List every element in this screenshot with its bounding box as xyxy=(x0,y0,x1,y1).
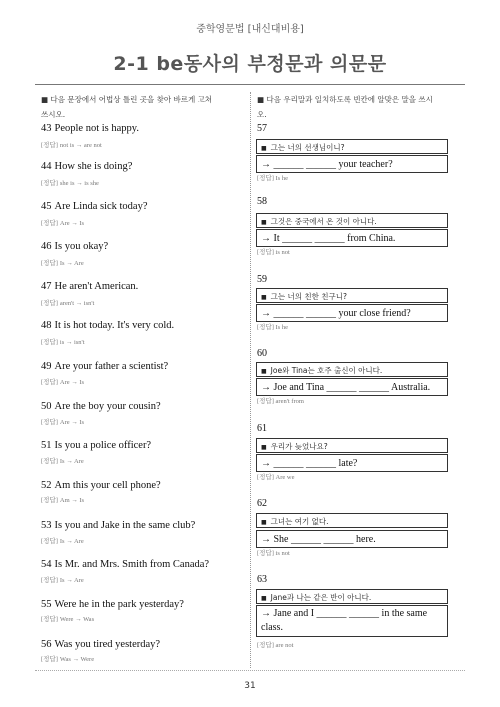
english-blank-63: → Jane and I ______ ______ in the same class. xyxy=(256,605,448,637)
answer-tag: [정답] xyxy=(41,577,58,584)
question-text: Are Linda sick today? xyxy=(54,201,148,212)
question-text: Is you and Jake in the same club? xyxy=(54,520,196,531)
right-instruction-line1: ■ 다음 우리말과 일치하도록 빈칸에 알맞은 말을 쓰시 xyxy=(257,95,433,104)
answer-text: Are → Is xyxy=(59,220,85,227)
question-text: Are the boy your cousin? xyxy=(54,401,161,412)
answer-text: Is → Are xyxy=(59,538,84,545)
answer-45 xyxy=(41,218,84,227)
question-48 xyxy=(41,320,174,331)
answer-text: Is → Are xyxy=(59,260,84,267)
question-number: 51 xyxy=(41,440,52,451)
question-number: 43 xyxy=(41,123,52,134)
answer-48 xyxy=(41,337,85,346)
question-text: It is hot today. It's very cold. xyxy=(54,320,175,331)
korean-text: 그는 너의 친한 친구니? xyxy=(270,292,348,301)
english-blank-60: → Joe and Tina ______ ______ Australia. xyxy=(256,378,448,396)
answer-58 xyxy=(257,247,290,256)
question-number: 48 xyxy=(41,320,52,331)
answer-tag: [정답] xyxy=(41,180,58,187)
answer-text: Are → Is xyxy=(59,419,85,426)
answer-text: is → isn't xyxy=(59,339,85,346)
answer-text: Is he xyxy=(275,175,288,182)
korean-text: Jane과 나는 같은 반이 아니다. xyxy=(270,593,372,602)
korean-prompt-58 xyxy=(256,213,448,228)
answer-tag: [정답] xyxy=(257,175,274,182)
title-divider xyxy=(35,84,465,85)
bullet-icon: ■ xyxy=(261,444,267,451)
answer-text: Am → Is xyxy=(59,497,85,504)
question-number: 56 xyxy=(41,639,52,650)
answer-tag: [정답] xyxy=(41,339,58,346)
answer-text: aren't from xyxy=(275,398,304,405)
english-blank-57: → ______ ______ your teacher? xyxy=(256,155,448,173)
answer-text: she is → is she xyxy=(59,180,99,187)
page-number: 31 xyxy=(244,681,256,691)
answer-tag: [정답] xyxy=(41,142,58,149)
answer-text: Are we xyxy=(275,474,295,481)
answer-63 xyxy=(257,640,293,649)
answer-47 xyxy=(41,298,94,307)
answer-text: not is → are not xyxy=(59,142,102,149)
answer-tag: [정답] xyxy=(257,324,274,331)
question-60-number: 60 xyxy=(257,348,267,359)
answer-tag: [정답] xyxy=(41,616,58,623)
question-51 xyxy=(41,440,151,451)
answer-tag: [정답] xyxy=(41,538,58,545)
answer-text: Is he xyxy=(275,324,288,331)
answer-text: Is → Are xyxy=(59,577,84,584)
question-text: Is you okay? xyxy=(54,241,109,252)
english-blank-59: → ______ ______ your close friend? xyxy=(256,304,448,322)
left-instruction-line1: ■ 다음 문장에서 어법상 틀린 곳을 찾아 바르게 고쳐 xyxy=(41,95,213,104)
question-number: 49 xyxy=(41,361,52,372)
question-45 xyxy=(41,201,148,212)
question-text: Was you tired yesterday? xyxy=(54,639,161,650)
column-divider xyxy=(250,92,251,668)
answer-52 xyxy=(41,495,84,504)
answer-46 xyxy=(41,258,84,267)
question-number: 44 xyxy=(41,161,52,172)
right-instruction-line2: 오. xyxy=(257,110,267,119)
korean-prompt-62 xyxy=(256,513,448,528)
answer-tag: [정답] xyxy=(41,458,58,465)
question-50 xyxy=(41,401,161,412)
answer-text: Are → Is xyxy=(59,379,85,386)
answer-tag: [정답] xyxy=(257,550,274,557)
question-number: 47 xyxy=(41,281,52,292)
question-text: How she is doing? xyxy=(54,161,133,172)
answer-tag: [정답] xyxy=(41,497,58,504)
question-number: 53 xyxy=(41,520,52,531)
answer-51 xyxy=(41,456,84,465)
answer-60 xyxy=(257,396,304,405)
answer-tag: [정답] xyxy=(257,398,274,405)
korean-text: Joe와 Tina는 호주 출신이 아니다. xyxy=(270,366,383,375)
answer-59 xyxy=(257,322,288,331)
question-63-number: 63 xyxy=(257,574,267,585)
answer-tag: [정답] xyxy=(41,260,58,267)
english-blank-62: → She ______ ______ here. xyxy=(256,530,448,548)
answer-56 xyxy=(41,654,94,663)
bullet-icon: ■ xyxy=(261,368,267,375)
korean-prompt-63 xyxy=(256,589,448,604)
question-number: 52 xyxy=(41,480,52,491)
question-57-number: 57 xyxy=(257,123,267,134)
english-blank-58: → It ______ ______ from China. xyxy=(256,229,448,247)
question-59-number: 59 xyxy=(257,274,267,285)
question-54 xyxy=(41,559,209,570)
answer-54 xyxy=(41,575,84,584)
question-text: Am this your cell phone? xyxy=(54,480,161,491)
question-text: Is you a police officer? xyxy=(54,440,152,451)
korean-text: 그녀는 여기 없다. xyxy=(270,517,329,526)
answer-44 xyxy=(41,178,99,187)
answer-tag: [정답] xyxy=(41,300,58,307)
question-52 xyxy=(41,480,161,491)
korean-prompt-61 xyxy=(256,438,448,453)
answer-text: aren't → isn't xyxy=(59,300,95,307)
question-49 xyxy=(41,361,168,372)
bullet-icon: ■ xyxy=(261,294,267,301)
answer-text: Were → Was xyxy=(59,616,95,623)
korean-prompt-57 xyxy=(256,139,448,154)
question-58-number: 58 xyxy=(257,196,267,207)
answer-text: Was → Were xyxy=(59,656,95,663)
bullet-icon: ■ xyxy=(261,595,267,602)
answer-text: is not xyxy=(275,550,290,557)
question-44 xyxy=(41,161,132,172)
question-46 xyxy=(41,241,108,252)
question-text: Are your father a scientist? xyxy=(54,361,169,372)
korean-text: 그는 너의 선생님이니? xyxy=(270,143,345,152)
question-text: Were he in the park yesterday? xyxy=(54,599,184,610)
answer-55 xyxy=(41,614,94,623)
answer-50 xyxy=(41,417,84,426)
bullet-icon: ■ xyxy=(261,519,267,526)
answer-tag: [정답] xyxy=(41,419,58,426)
answer-tag: [정답] xyxy=(41,379,58,386)
bullet-icon: ■ xyxy=(261,219,267,226)
footer-divider xyxy=(35,670,465,671)
korean-text: 우리가 늦었나요? xyxy=(270,442,328,451)
answer-text: Is → Are xyxy=(59,458,84,465)
question-text: People not is happy. xyxy=(54,123,139,134)
answer-text: are not xyxy=(275,642,294,649)
question-number: 55 xyxy=(41,599,52,610)
left-instruction-line2: 쓰시오. xyxy=(41,110,66,119)
answer-text: is not xyxy=(275,249,290,256)
question-55 xyxy=(41,599,184,610)
book-subtitle: 중학영문법 [내신대비용] xyxy=(196,24,304,35)
answer-62 xyxy=(257,548,290,557)
right-instruction xyxy=(257,92,457,122)
question-61-number: 61 xyxy=(257,423,267,434)
answer-tag: [정답] xyxy=(41,220,58,227)
answer-49 xyxy=(41,377,84,386)
answer-tag: [정답] xyxy=(41,656,58,663)
question-number: 45 xyxy=(41,201,52,212)
korean-prompt-59 xyxy=(256,288,448,303)
question-62-number: 62 xyxy=(257,498,267,509)
question-number: 50 xyxy=(41,401,52,412)
question-53 xyxy=(41,520,195,531)
answer-43 xyxy=(41,140,102,149)
answer-tag: [정답] xyxy=(257,474,274,481)
english-blank-61: → ______ ______ late? xyxy=(256,454,448,472)
question-47 xyxy=(41,281,138,292)
question-56 xyxy=(41,639,160,650)
answer-57 xyxy=(257,173,288,182)
answer-tag: [정답] xyxy=(257,249,274,256)
question-text: He aren't American. xyxy=(54,281,139,292)
answer-tag: [정답] xyxy=(257,642,274,649)
korean-prompt-60 xyxy=(256,362,448,377)
page-title: 2-1 be동사의 부정문과 의문문 xyxy=(113,53,387,75)
question-text: Is Mr. and Mrs. Smith from Canada? xyxy=(54,559,210,570)
left-instruction xyxy=(41,92,246,122)
answer-53 xyxy=(41,536,84,545)
question-number: 46 xyxy=(41,241,52,252)
question-number: 54 xyxy=(41,559,52,570)
korean-text: 그것은 중국에서 온 것이 아니다. xyxy=(270,217,377,226)
question-43 xyxy=(41,123,139,134)
bullet-icon: ■ xyxy=(261,145,267,152)
answer-61 xyxy=(257,472,294,481)
